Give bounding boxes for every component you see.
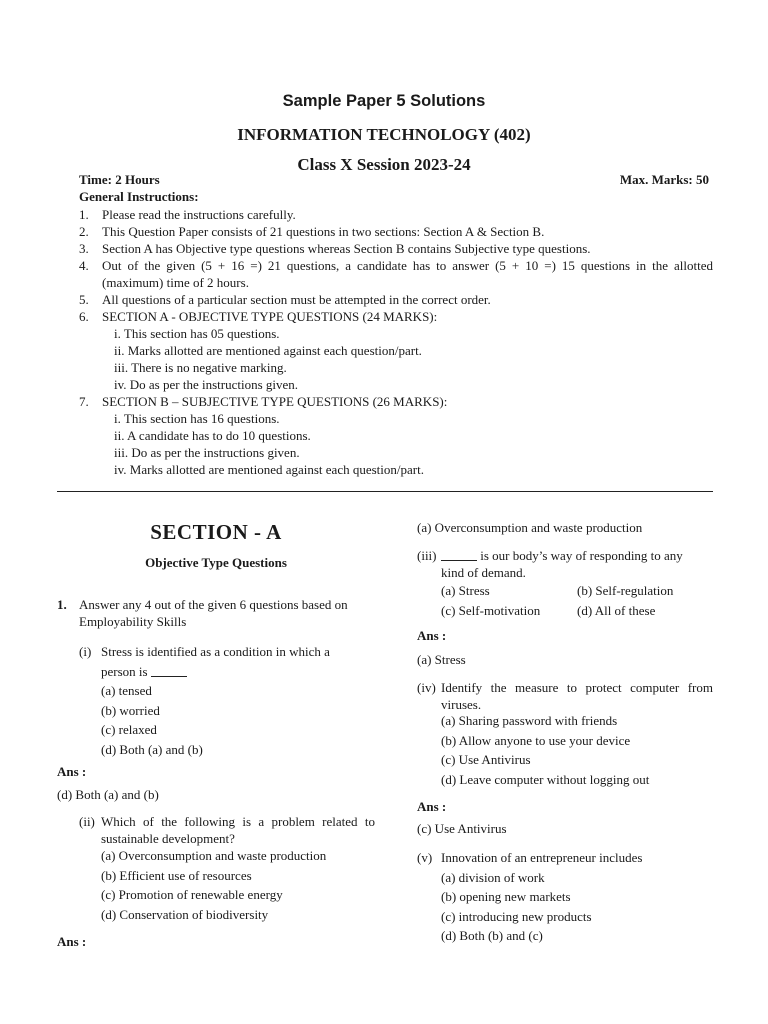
page-heading: Sample Paper 5 Solutions: [282, 92, 486, 110]
section-subtitle-block: [57, 553, 375, 573]
section-title-block: [57, 520, 375, 544]
section-b-rule: i. This section has 16 questions.: [114, 411, 280, 426]
instruction-item: 6. SECTION A - OBJECTIVE TYPE QUESTIONS (24 MARKS):: [79, 309, 438, 324]
answer-label: Ans :: [57, 764, 87, 779]
subject-title: INFORMATION TECHNOLOGY (402): [237, 125, 531, 144]
answer-blank: [151, 663, 187, 677]
subquestion-ii-options: [57, 846, 375, 924]
section-title: SECTION - A: [150, 520, 282, 544]
max-marks-label: Max. Marks: 50: [619, 172, 709, 187]
option: (a) division of work: [441, 869, 545, 885]
instruction-item: 4. Out of the given (5 + 16 =) 21 questions, a candidate has to answer (5 + 10 =) 15 questions in the allotted (maximum) time of 2 hours.: [79, 258, 713, 290]
subquestion-iv: [417, 679, 713, 713]
option: (c) introducing new products: [441, 908, 592, 924]
subquestion-text: is our body’s way of responding to any: [480, 548, 683, 563]
subquestion-text: Which of the following is a problem related to sustainable development?: [101, 814, 375, 846]
subquestion-number: (iv): [417, 680, 436, 695]
option: (c) Use Antivirus: [441, 752, 531, 767]
option: (d) All of these: [577, 602, 656, 618]
option: (d) Conservation of biodiversity: [101, 906, 269, 922]
answer-iv: (c) Use Antivirus: [417, 821, 507, 836]
answer-label: Ans :: [57, 934, 87, 949]
subquestion-number: (v): [417, 850, 433, 865]
answer-ii: (a) Overconsumption and waste production: [417, 520, 643, 535]
option: (a) Sharing password with friends: [441, 713, 618, 728]
subquestion-v: [417, 848, 713, 946]
option: (d) Leave computer without logging out: [441, 771, 650, 787]
subquestion-text: Stress is identified as a condition in which a: [101, 644, 330, 659]
subquestion-iii-options: [417, 581, 713, 620]
instruction-item: 2. This Question Paper consists of 21 questions in two sections: Section A & Section B.: [79, 224, 545, 239]
section-b-rule: iv. Marks allotted are mentioned against each question/part.: [114, 462, 424, 477]
option: (c) Promotion of renewable energy: [101, 887, 283, 902]
horizontal-divider: [57, 491, 713, 492]
option: (a) Stress: [441, 583, 490, 598]
answer-label: Ans :: [417, 799, 447, 814]
option: (d) Both (a) and (b): [101, 741, 203, 757]
section-subtitle: Objective Type Questions: [145, 555, 287, 570]
option: (c) Self-motivation: [441, 602, 541, 618]
option: (b) opening new markets: [441, 889, 571, 904]
answer-iii: (a) Stress: [417, 652, 466, 667]
option: (b) worried: [101, 702, 160, 718]
instruction-item: 7. SECTION B – SUBJECTIVE TYPE QUESTIONS (26 MARKS):: [79, 394, 448, 409]
subquestion-number: (iii): [417, 548, 437, 563]
class-session: Class X Session 2023-24: [297, 155, 471, 174]
general-instructions-title: General Instructions:: [79, 189, 199, 204]
answer-blank: [441, 547, 477, 561]
section-a-rule: iv. Do as per the instructions given.: [114, 377, 299, 392]
instruction-item: 5. All questions of a particular section must be attempted in the correct order.: [79, 292, 491, 307]
section-b-rule: iii. Do as per the instructions given.: [114, 445, 300, 460]
instruction-item: 3. Section A has Objective type questions whereas Section B contains Subjective type questions.: [79, 241, 591, 256]
option: (c) relaxed: [101, 722, 157, 737]
section-a-rule: ii. Marks allotted are mentioned against each question/part.: [114, 343, 422, 358]
question-number: 1.: [57, 597, 67, 612]
question-text: Answer any 4 out of the given 6 questions based on Employability Skills: [79, 597, 348, 629]
option: (d) Both (b) and (c): [441, 928, 543, 943]
section-b-rule: ii. A candidate has to do 10 questions.: [114, 428, 311, 443]
question-1: [57, 596, 375, 630]
subquestion-iii: (iii) is our body’s way of responding to any kind of demand.: [417, 548, 683, 580]
subquestion-text: Innovation of an entrepreneur includes: [441, 850, 643, 865]
instruction-item: 1. Please read the instructions carefully.: [79, 207, 296, 222]
option: (b) Efficient use of resources: [101, 867, 252, 883]
meta-row: [79, 172, 709, 188]
subquestion-number: (i): [79, 644, 92, 659]
section-a-rule: i. This section has 05 questions.: [114, 326, 280, 341]
option: (a) tensed: [101, 683, 152, 698]
instructions-list: [79, 206, 713, 478]
option: (b) Allow anyone to use your device: [441, 732, 631, 748]
subquestion-text: Identify the measure to protect computer from viruses.: [441, 680, 713, 712]
option: (a) Overconsumption and waste production: [101, 848, 327, 863]
subquestion-iv-options: [417, 711, 713, 789]
time-label: Time: 2 Hours: [79, 172, 160, 187]
subquestion-number: (ii): [79, 814, 95, 829]
subquestion-ii: [57, 813, 375, 847]
subquestion-i: (i) Stress is identified as a condition in which a person is (a) tensed (b) worried (c) relaxed (d) Both (a) and (b): [57, 642, 375, 759]
option: (b) Self-regulation: [577, 583, 674, 598]
answer-i: (d) Both (a) and (b): [57, 787, 159, 802]
answer-label: Ans :: [417, 628, 447, 643]
section-a-rule: iii. There is no negative marking.: [114, 360, 287, 375]
